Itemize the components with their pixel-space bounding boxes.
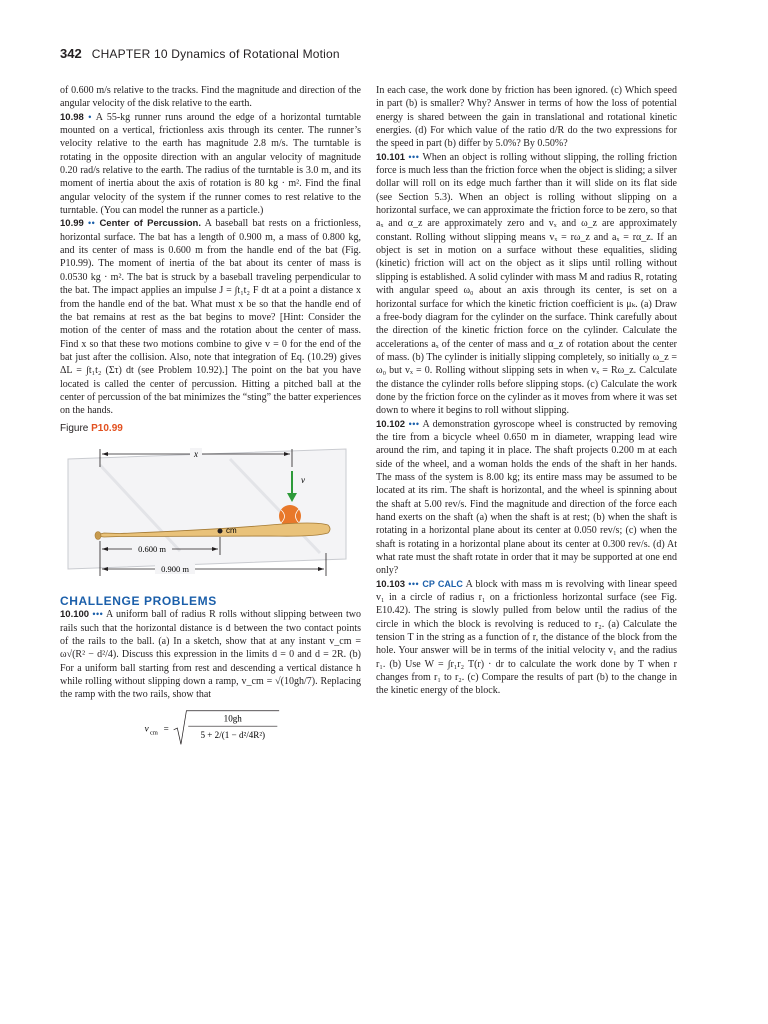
problem-10-102: [376, 418, 677, 578]
problem-text: A baseball bat rests on a frictionless, horizontal surface. The bat has a length of 0.900 m, a mass of 0.800 kg, and its center of mass is 0.600 m from the handle end of the bat (Fig. P10.99). The moment of inertia of the bat about its center of mass is 0.0530 kg · m². The bat is struck by a baseball traveling perpendicular to the bat. The impact applies an impulse J = ∫t₁t₂ F dt at a point a distance x from the handle end of the bat. What must x be so that the handle end of the bat remains at rest as the bat begins to move? [Hint: Consider the motion of the center of mass and the rotation about the center of mass. Find x so that these two motions combine to give v = 0 for the end of the bat just after the collision. Also, note that integration of Eq. (10.29) gives ΔL = ∫t₁t₂ (Στ) dt (see Problem 10.92).] The point on the bat you have located is called the center of percussion. Hitting a pitched ball at the center of percussion of the bat minimizes the “sting” the batter experiences on the hands.: [60, 218, 361, 417]
dim-600-label: 0.600 m: [138, 543, 166, 554]
vcm-formula: [60, 708, 361, 748]
problem-text: A block with mass m is revolving with linear speed v₁ in a circle of radius r₁ on a frictionless horizontal surface (see Fig. E10.42). The string is slowly pulled from below until the radius of the circle in which the block is revolving is reduced to r₂. (a) Calculate the tension T in the string as a function of r, the distance of the block from the hole. Your answer will be in terms of the initial velocity v₁ and the radius r₁. (b) Use W = ∫r₁r₂ T(r) · dr to calculate the work done by T when r changes from r₁ to r₂. (c) Compare the results of part (b) to the change in the kinetic energy of the block.: [376, 578, 677, 697]
cm-label: cm: [226, 525, 237, 535]
dim-900-label: 0.900 m: [161, 563, 189, 574]
problem-text: A 55-kg runner runs around the edge of a horizontal turntable mounted on a vertical, frictionless axis through its center. The runner’s velocity relative to the earth has magnitude 2.8 m/s. The turntable is rotating in the opposite direction with an angular velocity of magnitude 0.20 rad/s relative to the earth. The radius of the turntable is 3.0 m, and its moment of inertia about the axis of rotation is 80 kg · m². Find the final angular velocity of the system if the runner comes to rest relative to the turntable. (You can model the runner as a particle.): [60, 111, 361, 217]
difficulty-dots: •••: [408, 578, 420, 589]
x-label: x: [194, 448, 198, 459]
challenge-heading: CHALLENGE PROBLEMS: [60, 593, 217, 608]
continued-paragraph: of 0.600 m/s relative to the tracks. Find the magnitude and direction of the angular velocity of the disk relative to the earth.: [60, 85, 361, 110]
problem-text: A demonstration gyroscope wheel is constructed by removing the tire from a bicycle wheel 0.650 m in diameter, wrapping lead wire around the rim, and taping it in place. The shaft projects 0.200 m at each side of the wheel, and a woman holds the ends of the shaft in her hands. The mass of the system is 8.00 kg; its entire mass may be assumed to be located at its rim. The shaft is horizontal, and the wheel is spinning about the shaft at 5.00 rev/s. Find the magnitude and direction of the force each hand exerts on the shaft (a) when the shaft is at rest; (b) when the shaft is rotating in a horizontal plane about its center at 0.050 rev/s; (c) when the shaft is rotating in a horizontal plane about its center at 0.300 rev/s. (d) At what rate must the shaft rotate in order that it may be supported at one end only?: [376, 418, 678, 577]
problem-number: 10.103: [376, 578, 406, 590]
problem-10-98: [60, 111, 361, 218]
problem-text: When an object is rolling without slipping, the rolling friction force is much less than the friction force when the object is sliding; a silver dollar will roll on its edge much farther than it will slide on its flat side (see Section 5.3). When an object is rolling without slipping on a horizontal surface, we can approximate the friction force to be zero, so that aₓ and α_z are approximately zero and vₓ and ω_z are approximately constant. Rolling without slipping means vₓ = rω_z and aₓ = rα_z. If an object is set in motion on a surface without these equalities, sliding (kinetic) friction will act on the object as it slips until rolling without slipping is established. A solid cylinder with mass M and radius R, rotating with angular speed ω₀ about an axis through its center, is set on a horizontal surface for which the kinetic friction coefficient is μₖ. (a) Draw a free-body diagram for the cylinder on the surface. Think carefully about the direction of the kinetic friction force on the cylinder. Calculate the accelerations aₓ of the center of mass and α_z of rotation about the center of mass. (b) The cylinder is initially slipping completely, so initially ω_z = ω₀ but vₓ = 0. Rolling without slipping sets in when vₓ = Rω_z. Calculate the distance the cylinder rolls before slipping stops. (c) Calculate the work done by the friction force on the cylinder as it moves from where it was set down to where it begins to roll without slipping.: [376, 151, 678, 417]
formula-lhs: v: [144, 723, 149, 734]
figure-caption: [60, 422, 361, 435]
equals-sign: =: [163, 723, 169, 734]
problem-text: A uniform ball of radius R rolls without slipping between two rails such that the horizontal distance is d between the two contact points of the rails to the ball. (a) In a sketch, show that at any instant v_cm = ω√(R² − d²/4). Discuss this expression in the limits d = 0 and d = 2R. (b) For a uniform ball starting from rest and descending a vertical distance h while rolling without slipping down a ramp, v_cm = √(10gh/7). Replacing the ramp with the two rails, show that: [60, 609, 362, 701]
bat-figure: [60, 441, 361, 591]
difficulty-dots: ••: [87, 218, 96, 229]
page-header: [60, 46, 340, 64]
problem-10-103: [376, 578, 677, 698]
difficulty-dots: •••: [408, 418, 420, 429]
problem-number: 10.100: [60, 609, 90, 621]
problem-number: 10.98: [60, 111, 84, 123]
problem-10-100: [60, 608, 361, 701]
problem-number: 10.102: [376, 418, 406, 430]
continued-paragraph: In each case, the work done by friction has been ignored. (c) Which speed in part (b) is smaller? Why? Answer in terms of how the loss of potential energy is shared between the gain in translational and rotational kinetic energies. (d) For which value of the ratio d/R do the two expressions for the speed in part (b) differ by 5.0%? By 0.50%?: [376, 85, 677, 150]
v-label: v: [301, 474, 305, 485]
difficulty-dots: •••: [408, 151, 420, 162]
formula-numerator: 10gh: [223, 713, 242, 724]
left-column: [60, 84, 361, 752]
formula-lhs-sub: cm: [150, 729, 158, 737]
chapter-title: CHAPTER 10 Dynamics of Rotational Motion: [91, 47, 340, 61]
arrowhead: [318, 567, 324, 571]
page-number: 342: [60, 46, 82, 61]
table-surface: [68, 449, 346, 569]
problem-title: Center of Percussion.: [99, 218, 201, 230]
problem-number: 10.101: [376, 151, 406, 163]
problem-number: 10.99: [60, 218, 84, 230]
figure-word: Figure: [60, 422, 89, 434]
problem-10-101: [376, 151, 677, 418]
right-column: [376, 84, 677, 698]
figure-id: P10.99: [91, 422, 123, 434]
arrowhead: [102, 452, 108, 456]
difficulty-dots: •••: [92, 609, 104, 620]
difficulty-dots: •: [88, 111, 92, 122]
problem-tag: CP CALC: [422, 578, 463, 589]
cm-marker: [218, 528, 223, 533]
problem-10-99: [60, 217, 361, 417]
formula-denominator: 5 + 2/(1 − d²/4R²): [200, 729, 266, 740]
bat-knob: [95, 531, 101, 539]
